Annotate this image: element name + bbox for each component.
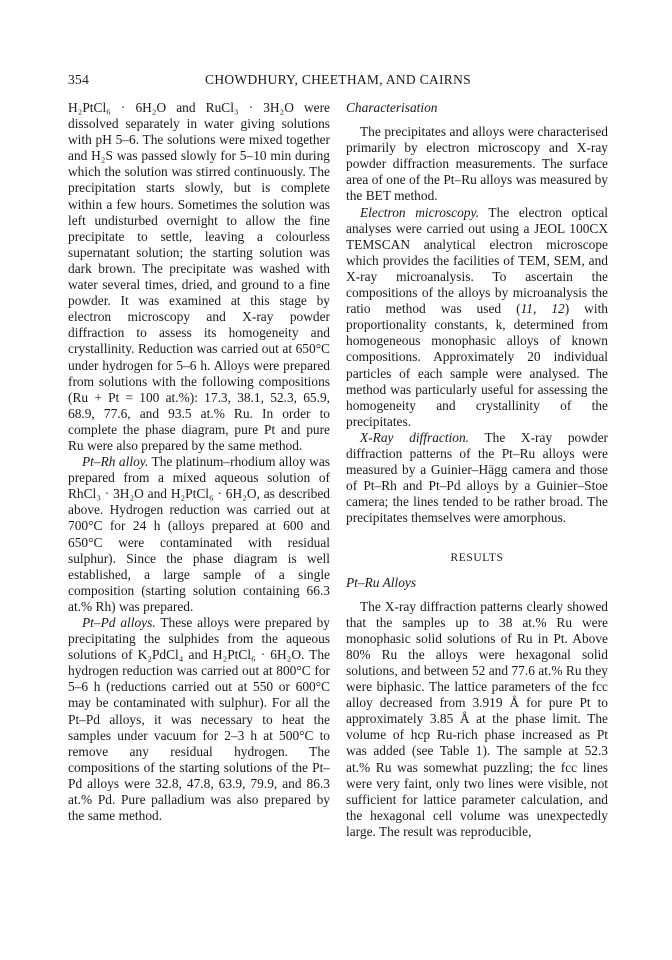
citation-ref: 11, 12 — [520, 301, 565, 317]
paragraph-pt-ru-results: The X-ray diffraction patterns clearly showed that the samples up to 38 at.% Ru were monophasic solid solutions of Ru in Pt. Above 80% Ru the alloys were hexagonal solid solutions, and between 52 and 77.6 at.% Ru they were biphasic. The lattice parameters of the fcc alloy decreased from 3.919 Å for pure Pt to approximately 3.85 Å at the phase limit. The volume of hcp Ru-rich phase increased as Pt was added (see Table 1). The sample at 52.3 at.% Ru was somewhat puzzling; the fcc lines were very faint, only two lines were visible, not sufficient for lattice parameter calculation, and the hexagonal cell volume was unexpectedly large. The result was reproducible, — [346, 598, 608, 839]
electron-microscopy-body-a: The electron optical analyses were carried out using a JEOL 100CX TEMSCAN analytical electron microscope which provides the facilities of TEM, SEM, and X-ray microanalysis. To ascertain the compositions of the alloys by microanalysis the ratio method was used ( — [346, 204, 608, 317]
paragraph-pt-ru-preparation: H₂PtCl₆ · 6H₂O and RuCl₃ · 3H₂O were dissolved separately in water giving solutions with pH 5–6. The solutions were mixed together and H₂S was passed slowly for 5–10 min during which the solution was stirred continuously. The precipitation starts slowly, but is complete within a few hours. Sometimes the solution was left undisturbed overnight to allow the fine precipitate to settle, leaving a colourless supernatant solution; the starting solution was dark brown. The precipitate was washed with water several times, dried, and ground to a fine powder. It was examined at this stage by electron microscopy and X-ray powder diffraction to assess its homogeneity and crystallinity. Reduction was carried out at 650°C under hydrogen for 5–6 h. Alloys were prepared from solutions with the following compositions (Ru + Pt = 100 at.%): 17.3, 38.1, 52.3, 65.9, 68.9, 77.6, and 93.5 at.% Ru. In order to complete the phase diagram, pure Pt and pure Ru were also prepared by the same method. — [68, 100, 330, 453]
right-column — [346, 100, 608, 840]
pt-pd-body: These alloys were prepared by precipitating the sulphides from the aqueous solutions of K₂PdCl₄ and H₂PtCl₆ · 6H₂O. The hydrogen reduction was carried out at 800°C for 5–6 h (reductions carried out at 550 or 600°C may be contaminated with sulphur). For all the Pt–Pd alloys, it was necessary to heat the samples under vacuum for 2–3 h at 500°C to remove any residual hydrogen. The compositions of the starting solutions of the Pt–Pd alloys were 32.8, 47.8, 63.9, 79.9, and 86.3 at.% Pd. Pure palladium was also prepared by the same method. — [68, 615, 331, 824]
pt-rh-lead: Pt–Rh alloy. — [82, 454, 149, 470]
paragraph-characterisation: The precipitates and alloys were characterised primarily by electron microscopy and X-ray powder diffraction measurements. The surface area of one of the Pt–Ru alloys was measured by the BET method. — [346, 124, 608, 204]
xray-diffraction-body: The X-ray powder diffraction patterns of the Pt–Ru alloys were measured by a Guinier–Hägg camera and those of Pt–Rh and Pt–Pd alloys by a Guinier–Stoe camera; the lines tended to be rather broad. The precipitates themselves were amorphous. — [346, 429, 608, 526]
paragraph-pt-rh-alloy — [68, 454, 330, 615]
left-column — [68, 100, 330, 824]
page-number: 354 — [68, 72, 90, 87]
electron-microscopy-body-b: ) with proportionality constants, k, determined from homogeneous monophasic alloys of known compositions. Approximately 20 individual particles of each sample were analysed. The method was particularly useful for assessing the homogeneity and crystallinity of the precipitates. — [346, 301, 608, 429]
section-heading-results: RESULTS — [450, 552, 504, 565]
section-heading-characterisation: Characterisation — [346, 100, 438, 115]
electron-microscopy-lead: Electron microscopy. — [360, 204, 480, 220]
paragraph-electron-microscopy — [346, 205, 608, 430]
paragraph-pt-pd-alloys — [68, 615, 330, 824]
pt-rh-body: The platinum–rhodium alloy was prepared from a mixed aqueous solution of RhCl₃ · 3H₂O and H₂PtCl₆ · 6H₂O, as described above. Hydrogen reduction was carried out at 700°C for 24 h (alloys prepared at 600 and 650°C were contaminated with residual sulphur). Since the phase diagram is well established, a large sample of a single composition (starting solution containing 66.3 at.% Rh) was prepared. — [68, 454, 330, 614]
running-title: CHOWDHURY, CHEETHAM, AND CAIRNS — [205, 72, 471, 87]
paragraph-xray-diffraction — [346, 430, 608, 527]
xray-diffraction-lead: X-Ray diffraction. — [360, 429, 470, 445]
pt-pd-lead: Pt–Pd alloys. — [82, 615, 156, 630]
subsection-heading-pt-ru-alloys: Pt–Ru Alloys — [346, 574, 417, 590]
running-header — [68, 72, 608, 92]
